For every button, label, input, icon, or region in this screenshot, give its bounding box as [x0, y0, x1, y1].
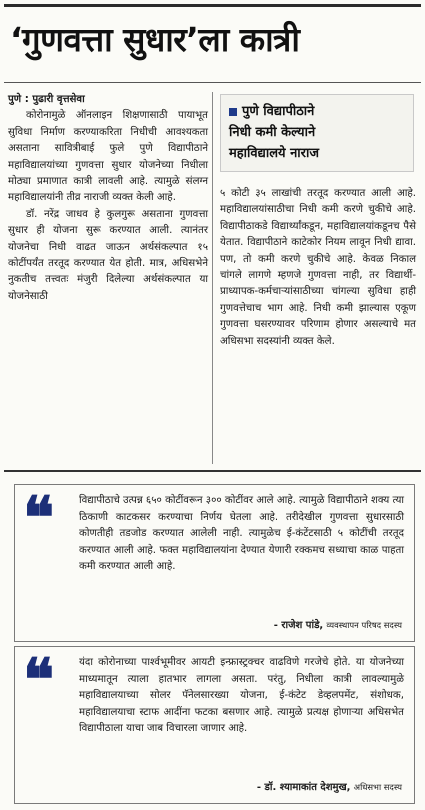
- headline: ‘गुणवत्ता सुधार’ला कात्री: [10, 20, 300, 59]
- quote-role-2: अधिसभा सदस्य: [353, 782, 402, 792]
- subheading-line-3: महाविद्यालये नाराज: [229, 146, 319, 161]
- subheading-line-1: पुणे विद्यापीठाने: [242, 104, 315, 119]
- article-right-column: ५ कोटी ३५ लाखांची तरतूद करण्यात आली आहे. महाविद्यालयांसाठीचा निधी कमी करणे चुकीचे आहे. विद्यापीठाकडे विद्यार्थ्यांकडून, महाविद्यालयांकडूनच पैसे येतात. विद्यापीठाने काटेकोर नियम लावून निधी द्यावा. पण, तो कमी करणे चुकीचे आहे. केवळ निकाल चांगले लागणे म्हणजे गुणवत्ता नाही, तर विद्यार्थी-प्राध्यापक-कर्मचाऱ्यांसाठीच्या चांगल्या सुविधा हाही गुणवत्तेचाच भाग आहे. निधी कमी झाल्यास एकूण गुणवत्ता घसरण्यावर परिणाम होणार असल्याचे मत अधिसभा सदस्यांनी व्यक्त केले.: [220, 188, 416, 347]
- column-divider: [212, 92, 213, 464]
- paragraph-2: डॉ. नरेंद्र जाधव हे कुलगुरू असताना गुणवत्ता सुधार ही योजना सुरू करण्यात आली. त्यानंतर योजनेचा निधी वाढत जाऊन अर्थसंकल्पात १५ कोटींपर्यंत तरतूद करण्यात येत होती. मात्र, अधिसभेने नुकतीच तत्त्वतः मंजुरी दिलेल्या अर्थसंकल्पात या योजनेसाठी: [8, 208, 208, 302]
- subheading: [229, 101, 407, 164]
- quote-mark-icon: ❝: [23, 484, 55, 552]
- subheading-line-2: निधी कमी केल्याने: [229, 125, 316, 140]
- dateline: पुणे : पुढारी वृत्तसेवा: [8, 94, 85, 105]
- square-bullet-icon: [229, 108, 237, 116]
- quote-author-1: - राजेश पांडे,: [273, 620, 324, 631]
- top-rule: [4, 4, 421, 7]
- body-rule: [4, 470, 421, 472]
- quote-mark-icon: ❝: [23, 646, 55, 714]
- quote-text-1: विद्यापीठाचे उत्पन्न ६५० कोटींवरून ३०० कोटींवर आले आहे. त्यामुळे विद्यापीठाने शक्य त्या ठिकाणी काटकसर करण्याचा निर्णय घेतला आहे. तरीदेखील गुणवत्ता सुधारसाठी कोणतीही तडजोड करण्यात आलेली नाही. त्यामुळेच ई-कंटेंटसाठी ५ कोटींची तरतूद करण्यात आली आहे. फक्त महाविद्यालयांना देण्यात येणारी रक्कमच सध्याचा काळ पाहता कमी करण्यात आली आहे.: [79, 495, 404, 573]
- paragraph-1: कोरोनामुळे ऑनलाइन शिक्षणासाठी पायाभूत सुविधा निर्माण करण्याकरिता निधीची आवश्यकता असताना सावित्रीबाई फुले पुणे विद्यापीठाने महाविद्यालयांच्या गुणवत्ता सुधार योजनेच्या निधीला मोठ्या प्रमाणात कात्री लावली आहे. त्यामुळे संलग्न महाविद्यालयांनी तीव्र नाराजी व्यक्त केली आहे.: [8, 110, 208, 204]
- quote-box-2: [14, 646, 415, 804]
- subheading-box: [220, 94, 414, 172]
- quote-role-1: व्यवस्थापन परिषद सदस्य: [326, 620, 402, 630]
- quote-attribution-1: [274, 617, 402, 631]
- quote-attribution-2: [257, 779, 402, 793]
- headline-rule: [4, 82, 421, 83]
- article-left-column: [8, 92, 208, 305]
- quote-box-1: [14, 484, 415, 642]
- quote-text-2: यंदा कोरोनाच्या पार्श्वभूमीवर आयटी इन्फ्रास्ट्रक्चर वाढविणे गरजेचे होते. या योजनेच्या माध्यमातून त्याला हातभार लागला असता. परंतु, निधीला कात्री लावल्यामुळे महाविद्यालयाच्या सोलर पॅनेलसारख्या योजना, ई-कंटेट डेव्हलपमेंट, संशोधक, महाविद्यालयाचा स्टाफ आदींना फटका बसणार आहे. त्यामुळे प्रत्यक्ष होणाऱ्या अधिसभेत विद्यापीठाला याचा जाब विचारला जाणार आहे.: [79, 657, 404, 735]
- quote-author-2: - डॉ. श्यामाकांत देशमुख,: [256, 782, 351, 793]
